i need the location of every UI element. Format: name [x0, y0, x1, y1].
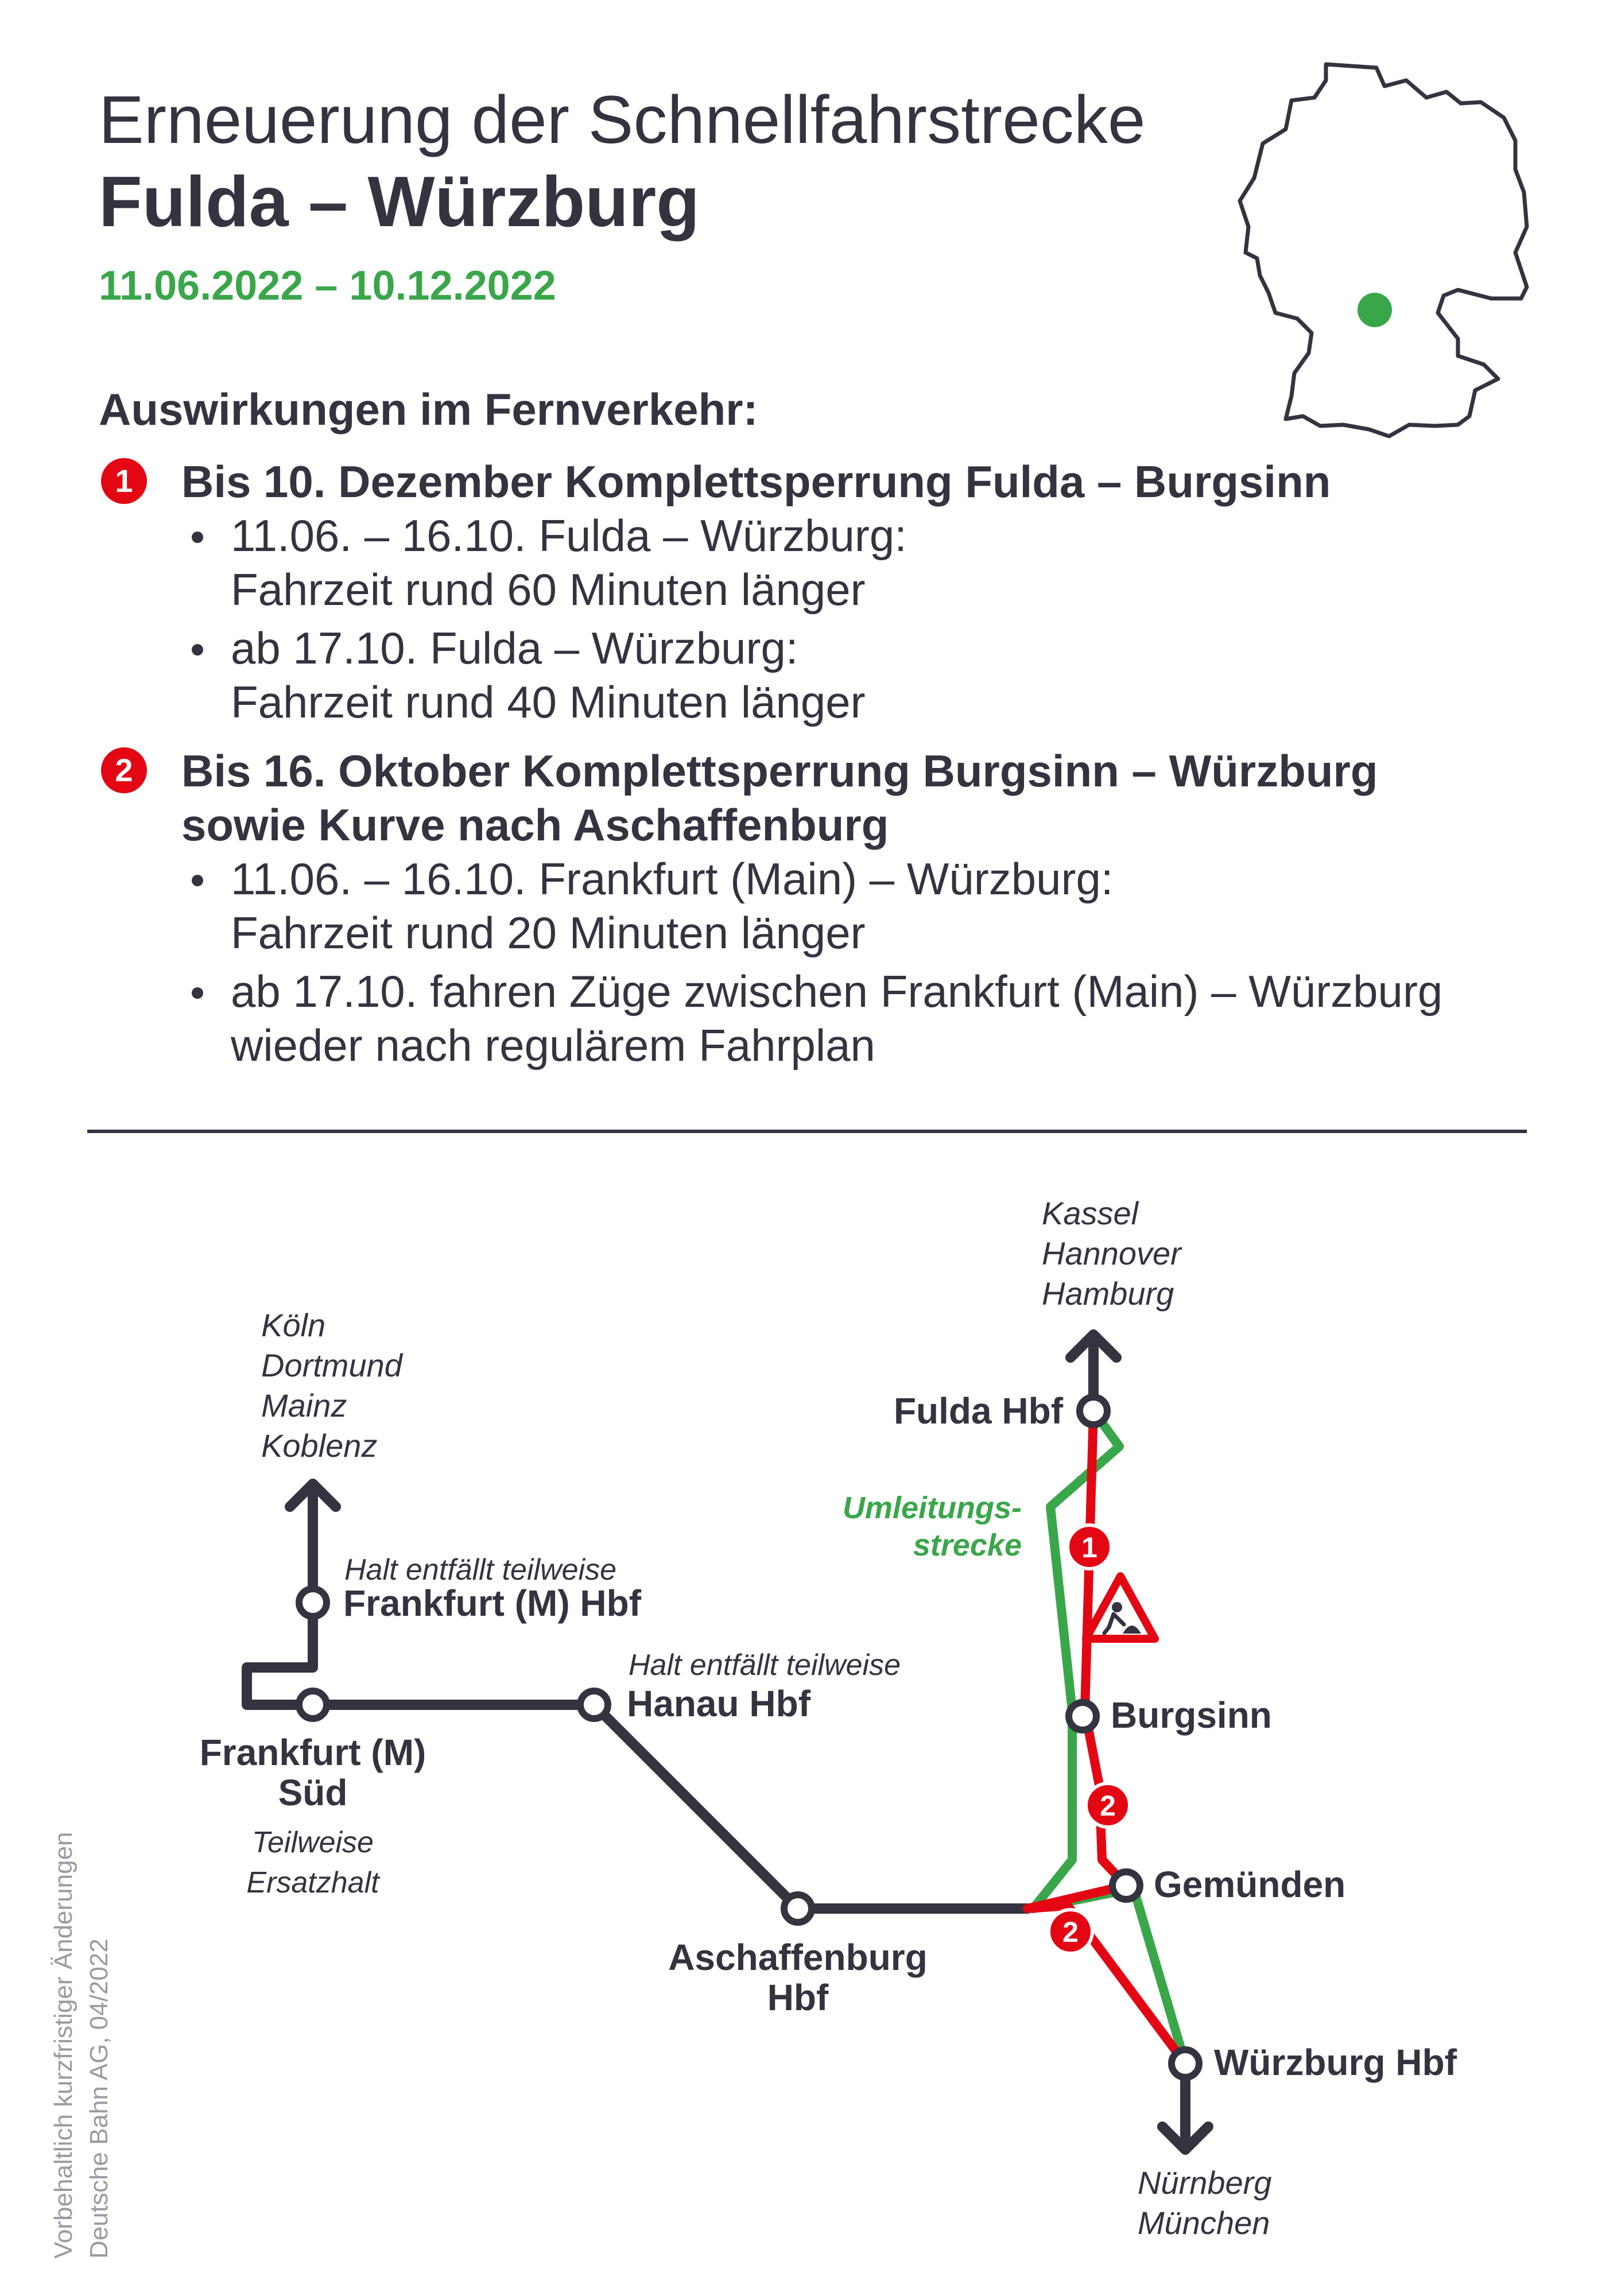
destination-west-1: Köln [261, 1307, 326, 1343]
station-marker-frankfurt-sued [299, 1691, 327, 1719]
station-marker-gemuenden [1112, 1872, 1140, 1899]
station-label-burgsinn: Burgsinn [1111, 1694, 1272, 1736]
station-note-frankfurt-sued-1: Teilweise [252, 1826, 374, 1859]
footer-line-1: Vorbehaltlich kurzfristiger Änderungen [49, 1832, 77, 2259]
route-subtitle: Fulda – Würzburg [99, 162, 700, 242]
station-label-wuerzburg: Würzburg Hbf [1214, 2042, 1457, 2083]
page-title: Erneuerung der Schnellfahrstrecke [99, 82, 1146, 158]
station-marker-hanau [580, 1691, 608, 1719]
bullet-line: 11.06. – 16.10. Frankfurt (Main) – Würzburg: [231, 854, 1114, 904]
section-1-title: Bis 10. Dezember Komplettsperrung Fulda – Burgsinn [181, 456, 1331, 507]
bullet-line: ab 17.10. fahren Züge zwischen Frankfurt (Main) – Würzburg [231, 966, 1443, 1017]
station-note-hanau: Halt entfällt teilweise [629, 1649, 901, 1682]
section-2-title-line-1: Bis 16. Oktober Komplettsperrung Burgsinn – Würzburg [181, 746, 1378, 796]
destination-north-2: Hannover [1042, 1235, 1181, 1271]
line-hanau-aschaffenburg [594, 1705, 798, 1909]
section-2-title-line-2: sowie Kurve nach Aschaffenburg [181, 800, 889, 850]
map-badge-1: 1 [1081, 1531, 1097, 1564]
station-label-aschaffenburg-2: Hbf [767, 1977, 829, 2018]
station-note-frankfurt-hbf: Halt entfällt teilweise [344, 1553, 616, 1587]
construction-warning-sign-icon [1086, 1576, 1155, 1639]
station-label-frankfurt-hbf: Frankfurt (M) Hbf [343, 1583, 642, 1624]
bullet-line: Fahrzeit rund 40 Minuten länger [231, 677, 866, 727]
detour-label-1: Umleitungs- [842, 1491, 1022, 1525]
section-badge-2: 2 [101, 747, 147, 793]
footer-line-2: Deutsche Bahn AG, 04/2022 [85, 1938, 113, 2259]
location-dot [1357, 293, 1392, 327]
station-marker-wuerzburg [1172, 2050, 1199, 2077]
footer-note [46, 1685, 117, 2259]
station-label-aschaffenburg-1: Aschaffenburg [668, 1937, 928, 1978]
station-label-frankfurt-sued-1: Frankfurt (M) [199, 1732, 426, 1773]
station-marker-frankfurt-hbf [299, 1589, 327, 1616]
bullet-line: Fahrzeit rund 60 Minuten länger [231, 564, 866, 615]
map-badge-2b: 2 [1062, 1916, 1079, 1948]
germany-outline-map [1240, 64, 1527, 436]
bullet-line: Fahrzeit rund 20 Minuten länger [231, 907, 866, 958]
line-frankfurt-loop [247, 1603, 313, 1705]
station-marker-aschaffenburg [784, 1895, 812, 1922]
destination-west-4: Koblenz [261, 1428, 378, 1464]
station-marker-fulda [1080, 1397, 1107, 1425]
station-marker-burgsinn [1069, 1702, 1096, 1730]
bullet-line: wieder nach regulärem Fahrplan [231, 1020, 875, 1071]
date-range: 11.06.2022 – 10.12.2022 [99, 263, 556, 309]
destination-north-3: Hamburg [1042, 1275, 1174, 1312]
section-heading: Auswirkungen im Fernverkehr: [99, 384, 758, 435]
destination-south-1: Nürnberg [1138, 2165, 1272, 2201]
station-label-fulda: Fulda Hbf [893, 1390, 1063, 1432]
destination-north-1: Kassel [1042, 1195, 1139, 1231]
station-label-frankfurt-sued-2: Süd [278, 1772, 348, 1813]
detour-label-2: strecke [913, 1528, 1022, 1562]
station-label-hanau: Hanau Hbf [627, 1683, 810, 1724]
bullet-line: ab 17.10. Fulda – Würzburg: [231, 623, 798, 673]
section-badge-1: 1 [101, 458, 147, 504]
station-note-frankfurt-sued-2: Ersatzhalt [246, 1866, 379, 1899]
map-badge-2a: 2 [1100, 1790, 1116, 1822]
destination-west-3: Mainz [261, 1387, 347, 1424]
destination-south-2: München [1138, 2205, 1270, 2241]
bullet-line: 11.06. – 16.10. Fulda – Würzburg: [231, 510, 907, 561]
destination-west-2: Dortmund [261, 1347, 402, 1383]
station-label-gemuenden: Gemünden [1154, 1864, 1346, 1905]
